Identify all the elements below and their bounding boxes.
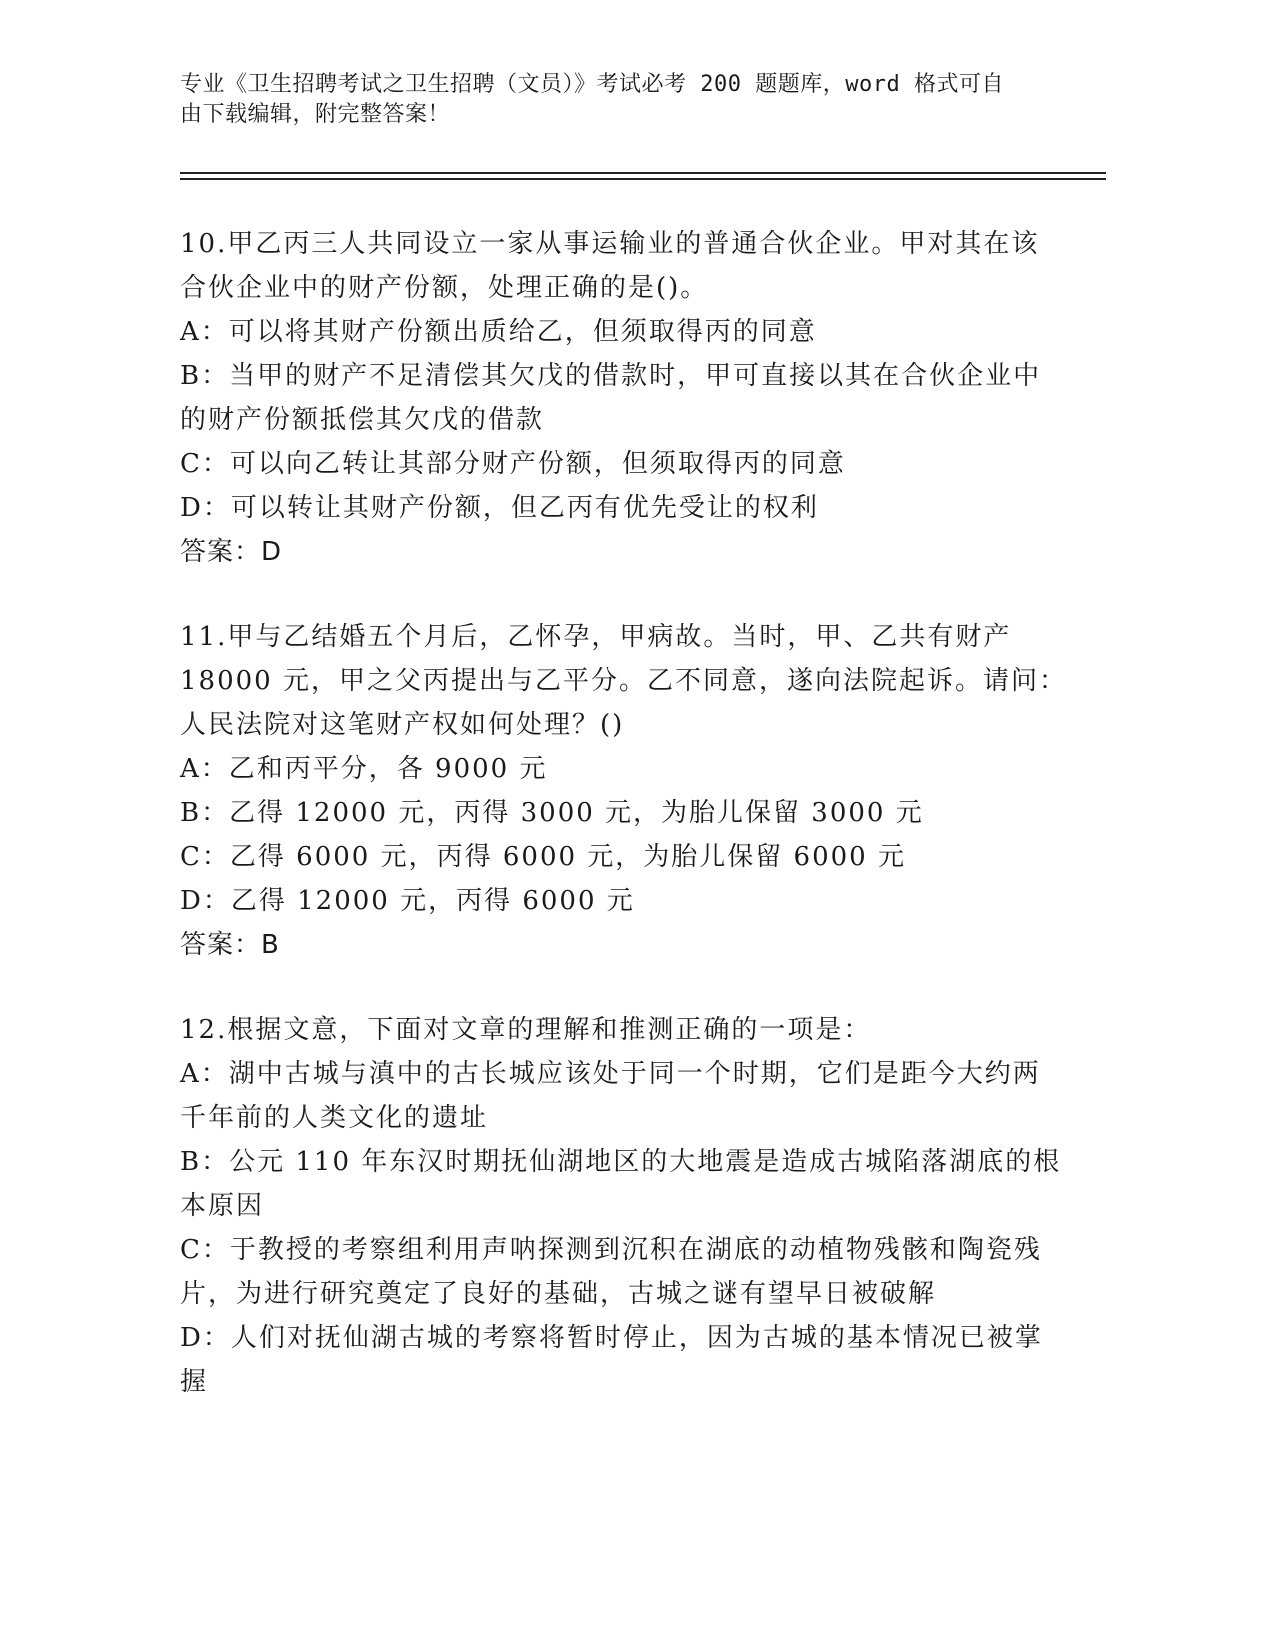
option-b-continued: 的财产份额抵偿其欠戊的借款 xyxy=(180,405,545,435)
option-a: A：可以将其财产份额出质给乙，但须取得丙的同意 xyxy=(180,317,817,347)
question-stem-line: 11.甲与乙结婚五个月后，乙怀孕，甲病故。当时，甲、乙共有财产 xyxy=(180,622,1012,652)
question-12 xyxy=(180,1008,1060,1404)
option-b-continued: 本原因 xyxy=(180,1191,265,1221)
question-stem-line: 人民法院对这笔财产权如何处理？() xyxy=(180,710,625,740)
option-a-continued: 千年前的人类文化的遗址 xyxy=(180,1103,489,1133)
header-line-1: 专业《卫生招聘考试之卫生招聘（文员）》考试必考 200 题题库，word 格式可自 xyxy=(180,72,1004,97)
question-stem-line: 合伙企业中的财产份额，处理正确的是()。 xyxy=(180,273,709,303)
option-b: B：当甲的财产不足清偿其欠戊的借款时，甲可直接以其在合伙企业中 xyxy=(180,361,1042,391)
option-c: C：乙得 6000 元，丙得 6000 元，为胎儿保留 6000 元 xyxy=(180,842,906,872)
option-a: A：湖中古城与滇中的古长城应该处于同一个时期，它们是距今大约两 xyxy=(180,1059,1041,1089)
option-d: D：乙得 12000 元，丙得 6000 元 xyxy=(180,886,635,916)
question-stem-line: 12.根据文意，下面对文章的理解和推测正确的一项是： xyxy=(180,1015,872,1045)
question-stem-line: 18000 元，甲之父丙提出与乙平分。乙不同意，遂向法院起诉。请问： xyxy=(180,666,1067,696)
question-stem-line: 10.甲乙丙三人共同设立一家从事运输业的普通合伙企业。甲对其在该 xyxy=(180,229,1040,259)
option-c-continued: 片，为进行研究奠定了良好的基础，古城之谜有望早日被破解 xyxy=(180,1279,937,1309)
question-11 xyxy=(180,615,1067,967)
option-a: A：乙和丙平分，各 9000 元 xyxy=(180,754,548,784)
header-divider-bottom xyxy=(180,178,1106,180)
option-c: C：于教授的考察组利用声呐探测到沉积在湖底的动植物残骸和陶瓷残 xyxy=(180,1235,1042,1265)
header-line-2: 由下载编辑，附完整答案！ xyxy=(180,102,451,127)
option-b: B：乙得 12000 元，丙得 3000 元，为胎儿保留 3000 元 xyxy=(180,798,924,828)
answer-label: 答案：D xyxy=(180,537,283,567)
option-d-continued: 握 xyxy=(180,1367,209,1397)
answer-label: 答案：B xyxy=(180,930,280,960)
document-header xyxy=(180,70,1060,130)
option-d: D：人们对抚仙湖古城的考察将暂时停止，因为古城的基本情况已被掌 xyxy=(180,1323,1043,1353)
option-d: D：可以转让其财产份额，但乙丙有优先受让的权利 xyxy=(180,493,819,523)
option-b: B：公元 110 年东汉时期抚仙湖地区的大地震是造成古城陷落湖底的根 xyxy=(180,1147,1062,1177)
option-c: C：可以向乙转让其部分财产份额，但须取得丙的同意 xyxy=(180,449,846,479)
question-10 xyxy=(180,222,1060,574)
header-divider-top xyxy=(180,172,1106,174)
